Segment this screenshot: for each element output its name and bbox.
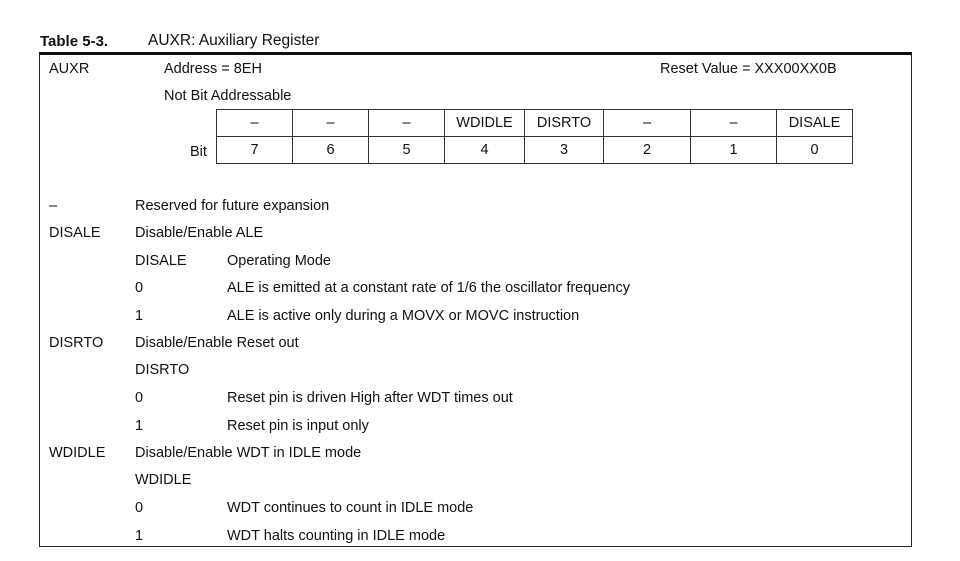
option-value: 1 xyxy=(135,308,144,324)
bit-name-cell: DISRTO xyxy=(525,110,604,137)
option-description: ALE is emitted at a constant rate of 1/6 the oscillator frequency xyxy=(227,280,630,296)
bit-number-cell: 4 xyxy=(445,137,525,164)
bit-name-cell: – xyxy=(293,110,369,137)
mode-column-header: WDIDLE xyxy=(135,472,192,488)
option-value: 1 xyxy=(135,418,144,434)
option-description: WDT continues to count in IDLE mode xyxy=(227,500,474,516)
option-description: WDT halts counting in IDLE mode xyxy=(227,528,446,544)
option-value: 0 xyxy=(135,390,144,406)
bit-row-label: Bit xyxy=(190,144,207,160)
option-value: 1 xyxy=(135,528,144,544)
field-description: Disable/Enable ALE xyxy=(135,225,264,241)
option-description: Reset pin is input only xyxy=(227,418,369,434)
bit-name-cell: – xyxy=(217,110,293,137)
table-caption xyxy=(40,30,319,52)
bit-names-row xyxy=(217,110,853,137)
bit-name-cell: – xyxy=(691,110,777,137)
field-description: Disable/Enable WDT in IDLE mode xyxy=(135,445,362,461)
bit-name-cell: – xyxy=(604,110,691,137)
table-title: AUXR: Auxiliary Register xyxy=(148,32,320,49)
bit-number-cell: 7 xyxy=(217,137,293,164)
bit-number-cell: 6 xyxy=(293,137,369,164)
table-number: Table 5-3. xyxy=(40,32,109,50)
mode-column-header: DISRTO xyxy=(135,362,190,378)
bit-number-cell: 1 xyxy=(691,137,777,164)
bit-numbers-row xyxy=(217,137,853,164)
bit-number-cell: 3 xyxy=(525,137,604,164)
bit-number-cell: 2 xyxy=(604,137,691,164)
register-reset-value: Reset Value = XXX00XX0B xyxy=(660,61,837,77)
field-name: DISALE xyxy=(49,225,101,241)
field-name: WDIDLE xyxy=(49,445,106,461)
field-name: DISRTO xyxy=(49,335,104,351)
bit-map-table xyxy=(216,109,853,164)
field-description: Disable/Enable Reset out xyxy=(135,335,299,351)
bit-addressable-note: Not Bit Addressable xyxy=(164,88,292,104)
bit-number-cell: 0 xyxy=(777,137,853,164)
field-description: Reserved for future expansion xyxy=(135,198,330,214)
bit-name-cell: DISALE xyxy=(777,110,853,137)
register-name: AUXR xyxy=(49,61,90,77)
bit-number-cell: 5 xyxy=(369,137,445,164)
option-value: 0 xyxy=(135,500,144,516)
mode-column-header: Operating Mode xyxy=(227,253,331,269)
option-description: ALE is active only during a MOVX or MOVC instruction xyxy=(227,308,580,324)
bit-name-cell: WDIDLE xyxy=(445,110,525,137)
bit-name-cell: – xyxy=(369,110,445,137)
mode-column-header: DISALE xyxy=(135,253,187,269)
register-address: Address = 8EH xyxy=(164,61,262,77)
option-value: 0 xyxy=(135,280,144,296)
option-description: Reset pin is driven High after WDT times out xyxy=(227,390,513,406)
field-name: – xyxy=(49,198,58,214)
